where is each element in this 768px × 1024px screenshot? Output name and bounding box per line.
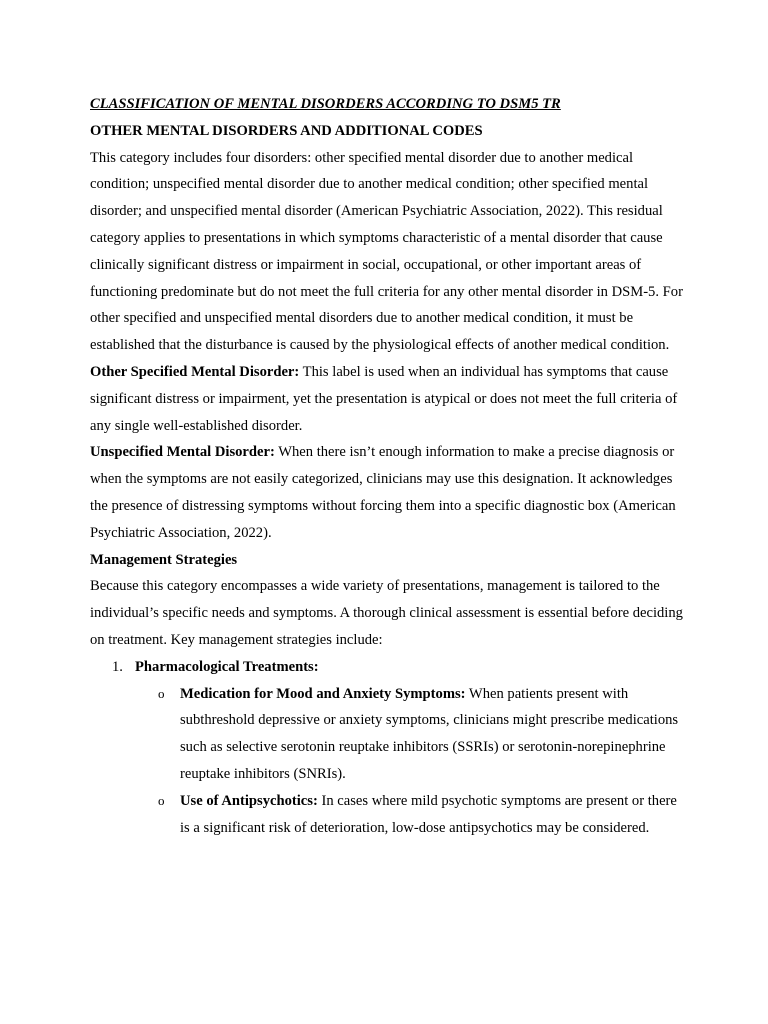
sub-list-item-mood-anxiety xyxy=(135,681,686,788)
document-page xyxy=(90,91,686,841)
other-specified-label: Other Specified Mental Disorder: xyxy=(90,363,300,380)
bullet-icon: o xyxy=(158,792,165,808)
other-specified-paragraph xyxy=(90,359,686,439)
section-heading: OTHER MENTAL DISORDERS AND ADDITIONAL CODES xyxy=(90,122,483,139)
other-specified-text: This label is used when an individual has symptoms that cause significant distress or impairment, yet the presentation is atypical or does not meet the full criteria of any single well-established disorder. xyxy=(90,363,678,434)
management-heading: Management Strategies xyxy=(90,551,238,568)
bullet-icon: o xyxy=(158,685,165,701)
unspecified-label: Unspecified Mental Disorder: xyxy=(90,444,275,461)
unspecified-paragraph xyxy=(90,439,686,546)
sub-list xyxy=(135,681,686,842)
document-title: CLASSIFICATION OF MENTAL DISORDERS ACCORDING TO DSM5 TR xyxy=(90,96,561,112)
sub-item-text: When patients present with subthreshold depressive or anxiety symptoms, clinicians might prescribe medications such as selective serotonin reuptake inhibitors (SSRIs) or serotonin-norepinephrine reuptake inhibitors (SNRIs). xyxy=(180,685,679,782)
sub-item-label: Use of Antipsychotics: xyxy=(180,792,318,809)
intro-paragraph: This category includes four disorders: other specified mental disorder due to another medical condition; unspecified mental disorder due to another medical condition; other specified mental disorder; and unspecified mental disorder (American Psychiatric Association, 2022). This residual category applies to presentations in which symptoms characteristic of a mental disorder that cause clinically significant distress or impairment in social, occupational, or other important areas of functioning predominate but do not meet the full criteria for any other mental disorder in DSM-5. For other specified and unspecified mental disorders due to another medical condition, it must be established that the disturbance is caused by the physiological effects of another medical condition. xyxy=(90,149,683,354)
management-list xyxy=(90,654,686,842)
list-number: 1. xyxy=(112,658,123,675)
list-item-pharmacological xyxy=(90,654,686,842)
unspecified-text: When there isn’t enough information to make a precise diagnosis or when the symptoms are not easily categorized, clinicians may use this designation. It acknowledges the presence of distressing symptoms without forcing them into a specific diagnostic box (American Psychiatric Association, 2022). xyxy=(90,444,676,541)
management-intro: Because this category encompasses a wide variety of presentations, management is tailored to the individual’s specific needs and symptoms. A thorough clinical assessment is essential before deciding on treatment. Key management strategies include: xyxy=(90,578,683,648)
sub-item-label: Medication for Mood and Anxiety Symptoms: xyxy=(180,685,466,702)
list-item-title: Pharmacological Treatments: xyxy=(135,658,319,675)
sub-list-item-antipsychotics xyxy=(135,788,686,842)
sub-item-text: In cases where mild psychotic symptoms are present or there is a significant risk of deterioration, low-dose antipsychotics may be considered. xyxy=(180,792,677,836)
